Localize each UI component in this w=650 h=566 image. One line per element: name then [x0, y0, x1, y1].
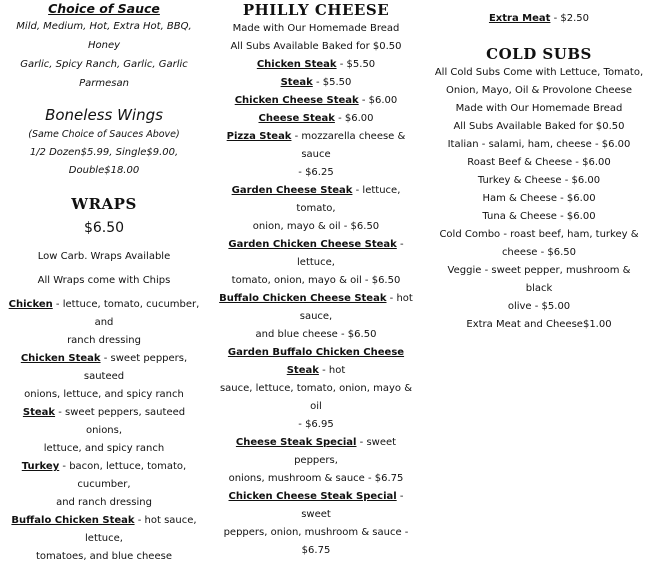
cold-intro-2: Onion, Mayo, Oil & Provolone Cheese — [446, 85, 632, 96]
cold-item: Ham & Cheese - $6.00 — [482, 193, 596, 204]
wraps-title: WRAPS — [71, 195, 137, 213]
wrap-item-desc-2: onions, lettuce, and spicy ranch — [24, 389, 184, 400]
wraps-chips: All Wraps come with Chips — [37, 275, 171, 286]
extra-meat — [434, 10, 644, 28]
philly-item-desc-2: sauce, lettuce, tomato, onion, mayo & oil — [219, 383, 413, 412]
wings-price-line-1: 1/2 Dozen$5.99, Single$9.00, — [29, 147, 179, 158]
philly-item-desc: - hot — [318, 365, 346, 376]
philly-intro-2: All Subs Available Baked for $0.50 — [230, 41, 402, 52]
philly-item-desc: - sweet peppers, — [294, 437, 397, 466]
wrap-item-desc-2: lettuce, and spicy ranch — [43, 443, 165, 454]
philly-item-desc: - lettuce, — [297, 239, 404, 268]
philly-item — [216, 128, 416, 164]
column-left — [4, 0, 204, 566]
philly-item-desc-2: onions, mushroom & sauce - $6.75 — [228, 473, 404, 484]
wrap-item-desc-2: ranch dressing — [67, 335, 141, 346]
philly-item-price: - $5.50 — [336, 59, 376, 70]
philly-title: PHILLY CHEESE — [242, 1, 390, 19]
cold-item: Extra Meat and Cheese$1.00 — [466, 319, 612, 330]
philly-item-name: Chicken Cheese Steak Special — [228, 491, 397, 502]
philly-item-name: Steak — [280, 77, 313, 88]
column-middle — [216, 0, 416, 560]
wings-price-line-2: Double$18.00 — [68, 165, 140, 176]
cold-intro-1: All Cold Subs Come with Lettuce, Tomato, — [434, 67, 644, 78]
wings-note: (Same Choice of Sauces Above) — [28, 129, 180, 140]
philly-item-name: Garden Buffalo Chicken Cheese Steak — [227, 347, 405, 376]
cold-item: Italian - salami, ham, cheese - $6.00 — [447, 139, 631, 150]
wrap-item-desc: - hot sauce, lettuce, — [85, 515, 197, 544]
cold-item: Veggie - sweet pepper, mushroom & black — [447, 265, 631, 294]
philly-item-desc: - mozzarella cheese & sauce — [291, 131, 406, 160]
wrap-item — [4, 350, 204, 386]
philly-item — [216, 236, 416, 272]
philly-item-name: Buffalo Chicken Cheese Steak — [219, 293, 387, 304]
philly-item-name: Chicken Cheese Steak — [234, 95, 359, 106]
wings-title: Boneless Wings — [45, 106, 163, 124]
philly-item-name: Pizza Steak — [226, 131, 292, 142]
philly-item-desc: - sweet — [301, 491, 404, 520]
philly-item-desc-2: onion, mayo & oil - $6.50 — [252, 221, 380, 232]
cold-subs-title: COLD SUBS — [486, 45, 592, 63]
sauce-line-2: Garlic, Spicy Ranch, Garlic, Garlic Parmesan — [20, 59, 188, 89]
philly-item — [216, 488, 416, 524]
cold-item-cont: cheese - $6.50 — [501, 247, 577, 258]
wrap-item-name: Turkey — [21, 461, 60, 472]
wrap-item-desc: - lettuce, tomato, cucumber, and — [52, 299, 200, 328]
philly-intro-1: Made with Our Homemade Bread — [232, 23, 400, 34]
philly-item-price: - $6.00 — [334, 113, 374, 124]
wraps-price: $6.50 — [83, 220, 125, 236]
cold-item: Tuna & Cheese - $6.00 — [482, 211, 596, 222]
philly-item — [216, 434, 416, 470]
philly-item-name: Cheese Steak Special — [235, 437, 357, 448]
philly-item-desc-2: - $6.25 — [298, 167, 334, 178]
wrap-item-desc-2: and ranch dressing — [56, 497, 152, 508]
wrap-item-name: Buffalo Chicken Steak — [11, 515, 135, 526]
wrap-item — [4, 404, 204, 440]
sauce-title: Choice of Sauce — [48, 1, 160, 16]
wrap-item-name: Chicken Steak — [20, 353, 101, 364]
philly-item-name: Garden Chicken Cheese Steak — [228, 239, 397, 250]
philly-item — [216, 92, 416, 110]
wrap-item-name: Steak — [22, 407, 56, 418]
extra-meat-name: Extra Meat — [488, 13, 551, 24]
philly-item — [216, 74, 416, 92]
philly-item-desc-2: tomato, onion, mayo & oil - $6.50 — [231, 275, 401, 286]
cold-item: Cold Combo - roast beef, ham, turkey & — [439, 229, 639, 240]
philly-item-desc-2: and blue cheese - $6.50 — [255, 329, 377, 340]
column-right — [434, 0, 644, 334]
wrap-item-desc: - sweet peppers, sauteed — [83, 353, 188, 382]
philly-item-price: - $6.00 — [358, 95, 398, 106]
cold-item-cont: olive - $5.00 — [507, 301, 571, 312]
extra-meat-price: - $2.50 — [550, 13, 590, 24]
cold-item: Turkey & Cheese - $6.00 — [477, 175, 601, 186]
wraps-lowcarb: Low Carb. Wraps Available — [37, 251, 171, 262]
cold-intro-4: All Subs Available Baked for $0.50 — [453, 121, 625, 132]
philly-item-name: Cheese Steak — [258, 113, 335, 124]
philly-item-price: - $5.50 — [312, 77, 352, 88]
philly-item-desc-3: - $6.95 — [298, 419, 334, 430]
philly-item-name: Garden Cheese Steak — [231, 185, 353, 196]
philly-item — [216, 56, 416, 74]
wrap-item-desc-2: tomatoes, and blue cheese — [36, 551, 172, 562]
sauce-line-1: Mild, Medium, Hot, Extra Hot, BBQ, Honey — [16, 21, 192, 51]
philly-item-desc: - hot sauce, — [299, 293, 413, 322]
philly-item — [216, 110, 416, 128]
wrap-item-desc: - sweet peppers, sauteed onions, — [55, 407, 186, 436]
philly-item-name: Chicken Steak — [256, 59, 337, 70]
wrap-item-name: Chicken — [8, 299, 53, 310]
wrap-item — [4, 296, 204, 332]
philly-item-desc-2: peppers, onion, mushroom & sauce - $6.75 — [223, 527, 409, 556]
philly-item — [216, 182, 416, 218]
wrap-item — [4, 458, 204, 494]
wrap-item — [4, 512, 204, 548]
cold-intro-3: Made with Our Homemade Bread — [455, 103, 623, 114]
cold-item: Roast Beef & Cheese - $6.00 — [467, 157, 611, 168]
wrap-item-desc: - bacon, lettuce, tomato, cucumber, — [59, 461, 187, 490]
philly-item — [216, 290, 416, 326]
philly-item-desc: - lettuce, tomato, — [296, 185, 401, 214]
philly-item — [216, 344, 416, 380]
